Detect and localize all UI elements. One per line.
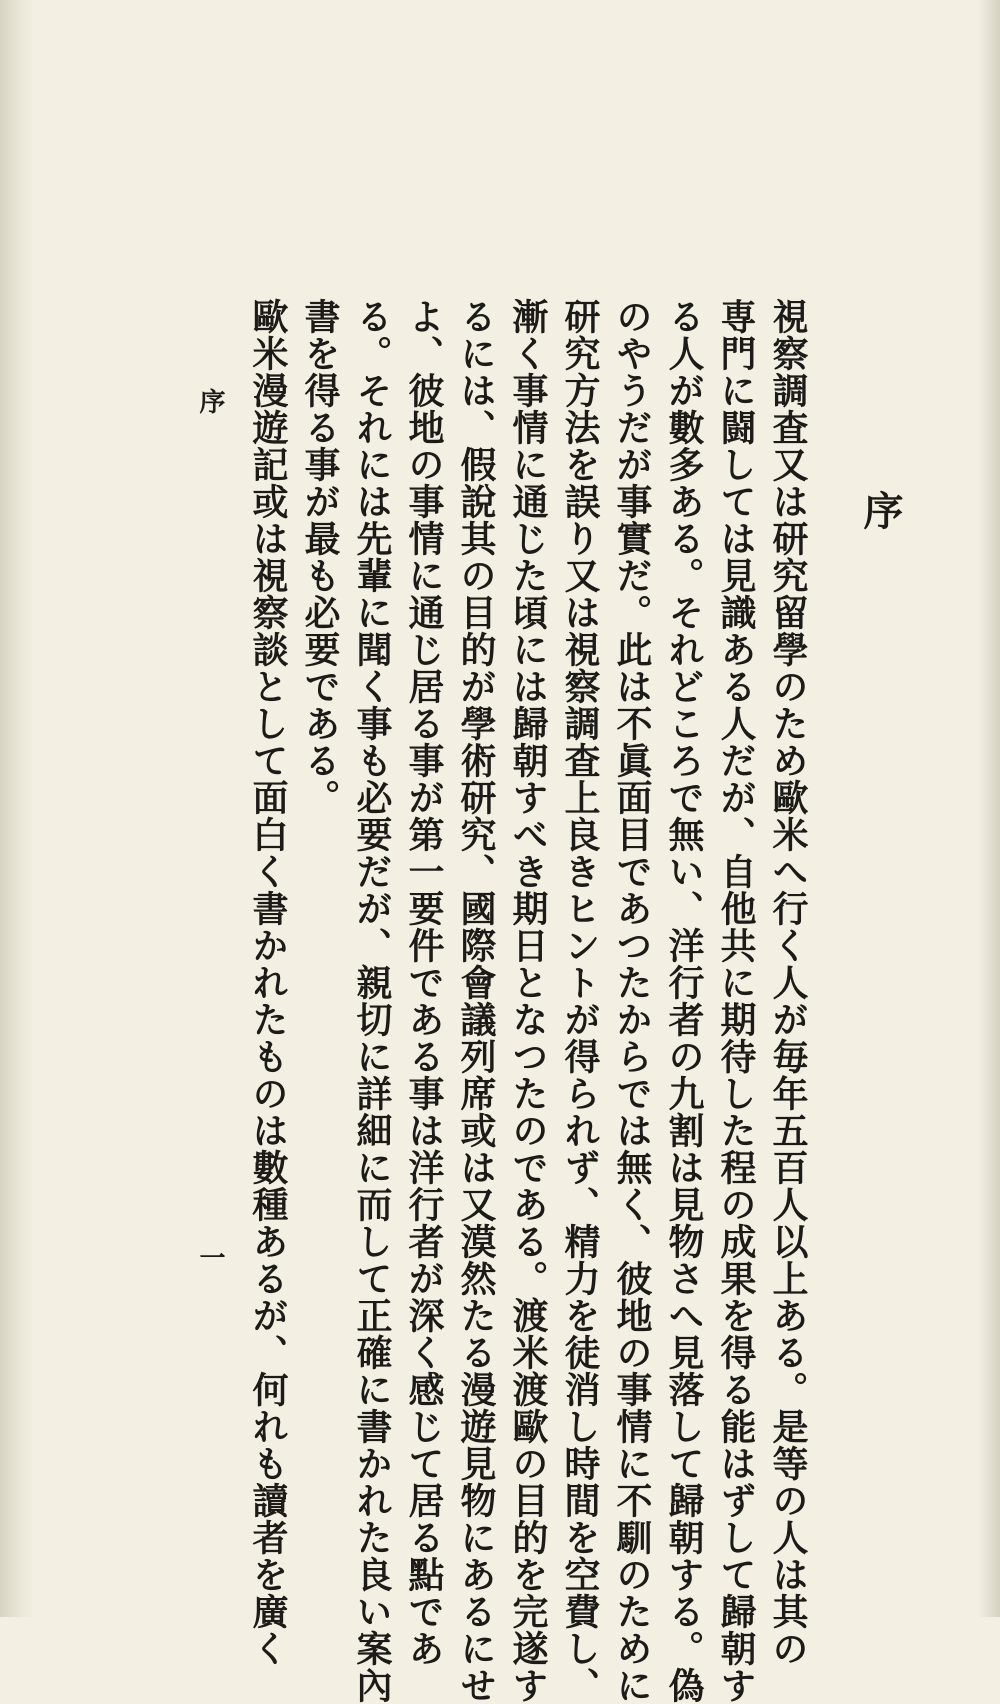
text-line-2: 専門に闘しては見識ある人だが、自他共に期待した程の成果を得る能はずして歸朝す <box>715 298 757 1704</box>
text-line-4: のやうだが事實だ。此は不眞面目であつたからでは無く、彼地の事情に不馴のために <box>611 298 653 1704</box>
text-line-11: 歐米漫遊記或は視察談として面白く書かれたものは數種あるが、何れも讀者を廣く <box>247 298 289 1667</box>
text-line-10: 書を得る事が最も必要である。 <box>299 298 341 816</box>
page-number: 一 <box>195 1244 225 1271</box>
text-line-3: る人が數多ある。それどころで無い、洋行者の九割は見物さへ見落して歸朝する。偽 <box>663 298 705 1704</box>
text-line-5: 研究方法を誤り又は視察調査上良きヒントが得られず、精力を徒消し時間を空費し、 <box>559 298 601 1704</box>
running-head: 序 <box>195 388 225 415</box>
text-line-6: 漸く事情に通じた頃には歸朝すべき期日となつたのである。渡米渡歐の目的を完遂す <box>507 298 549 1704</box>
text-line-8: よ、彼地の事情に通じ居る事が第一要件である事は洋行者が深く感じて居る點であ <box>403 298 445 1667</box>
text-line-1: 視察調査又は研究留學のため歐米へ行く人が毎年五百人以上ある。是等の人は其の <box>767 298 809 1667</box>
text-line-9: る。それには先輩に聞く事も必要だが、親切に詳細に而して正確に書かれた良い案內 <box>351 298 393 1704</box>
page-title: 序 <box>857 490 904 531</box>
text-line-7: るには、假說其の目的が學術研究、國際會議列席或は又漠然たる漫遊見物にあるにせ <box>455 298 497 1704</box>
